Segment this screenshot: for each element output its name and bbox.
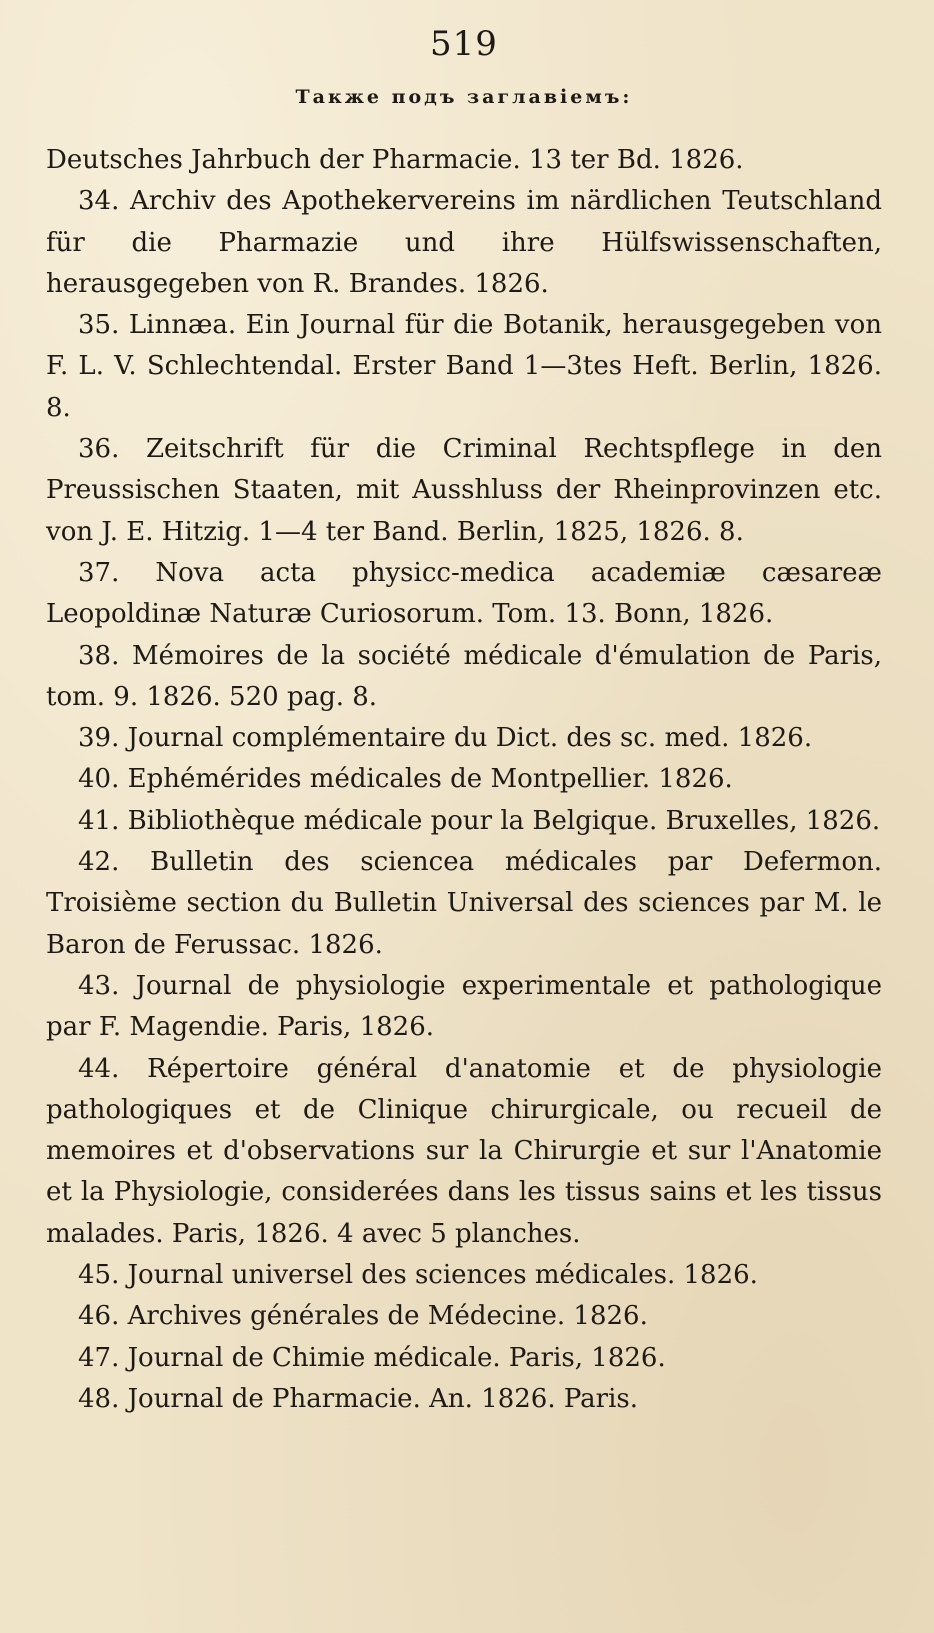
entry-44: 44. Répertoire général d'anatomie et de physiologie pathologiques et de Clinique chirurgicale, ou recueil de memoires et d'observations sur la Chirurgie et sur l'Anatomie et la Physiologie, considerées dans les tissus sains et les tissus malades. Paris, 1826. 4 avec 5 planches. xyxy=(46,1053,882,1249)
entry-deutsches-jahrbuch: Deutsches Jahrbuch der Pharmacie. 13 ter Bd. 1826. xyxy=(46,145,744,175)
entry-48: 48. Journal de Pharmacie. An. 1826. Paris. xyxy=(78,1383,639,1414)
entry-40: 40. Ephémérides médicales de Montpellier. 1826. xyxy=(78,764,733,795)
entry-41: 41. Bibliothèque médicale pour la Belgique. Bruxelles, 1826. xyxy=(78,805,881,836)
entry-42: 42. Bulletin des sciencea médicales par Defermon. Troisième section du Bulletin Universal des sciences par M. le Baron de Ferussac. 1826. xyxy=(46,847,882,960)
entry-38: 38. Mémoires de la société médicale d'émulation de Paris, tom. 9. 1826. 520 pag. 8. xyxy=(46,640,882,712)
entry-43: 43. Journal de physiologie experimentale et pathologique par F. Magendie. Paris, 1826. xyxy=(46,970,882,1043)
entry-35: 35. Linnæa. Ein Journal für die Botanik, herausgegeben von F. L. V. Schlechtendal. Erster Band 1—3tes Heft. Berlin, 1826. 8. xyxy=(46,310,882,423)
entry-39: 39. Journal complémentaire du Dict. des sc. med. 1826. xyxy=(78,723,813,754)
entry-37: 37. Nova acta physicc-medica academiæ cæsareæ Leopoldinæ Naturæ Curiosorum. Tom. 13. Bonn, 1826. xyxy=(46,557,882,630)
entry-47: 47. Journal de Chimie médicale. Paris, 1826. xyxy=(78,1342,666,1373)
page-number: 519 xyxy=(430,24,498,64)
entry-34: 34. Archiv des Apothekervereins im närdlichen Teutschland für die Pharmazie und ihre Hülfswissenschaften, herausgegeben von R. Brandes. 1826. xyxy=(46,186,882,299)
entry-45: 45. Journal universel des sciences médicales. 1826. xyxy=(78,1260,758,1291)
section-heading: Также подъ заглавіемъ: xyxy=(295,86,633,108)
entry-46: 46. Archives générales de Médecine. 1826. xyxy=(78,1301,648,1332)
entry-36: 36. Zeitschrift für die Criminal Rechtspflege in den Preussischen Staaten, mit Ausshluss der Rheinprovinzen etc. von J. E. Hitzig. 1—4 ter Band. Berlin, 1825, 1826. 8. xyxy=(46,434,882,547)
document-page xyxy=(46,22,882,1420)
